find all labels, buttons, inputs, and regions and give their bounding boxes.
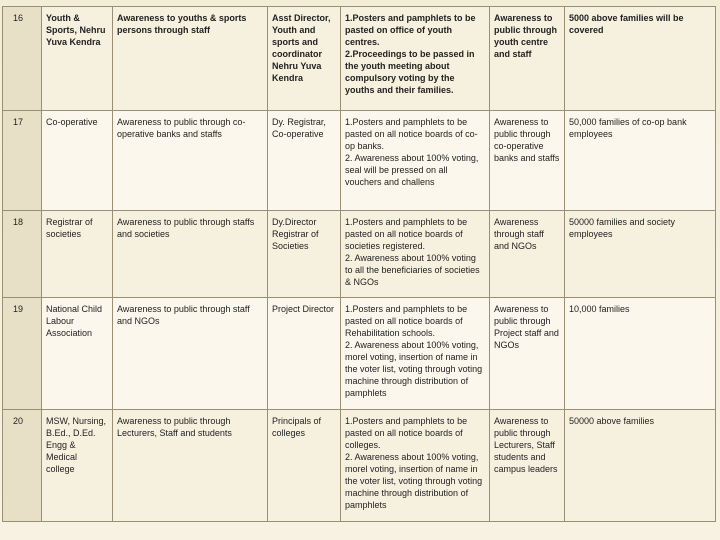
activity-cell: Awareness to public through staff and NGOs [113, 298, 268, 410]
coverage-cell: 50000 families and society employees [565, 211, 716, 298]
activity-cell: Awareness to public through staffs and societies [113, 211, 268, 298]
table-row [3, 298, 716, 410]
department-cell: Registrar of societies [42, 211, 113, 298]
row-number: 17 [3, 111, 42, 211]
department-cell: Youth & Sports, Nehru Yuva Kendra [42, 7, 113, 111]
activity-cell: Awareness to youths & sports persons through staff [113, 7, 268, 111]
method-cell: 1.Posters and pamphlets to be pasted on all notice boards of Rehabilitation schools. 2. Awareness about 100% voting, morel voting, insertion of name in the voter list, voting through voting machine through distribution of pamphlets [341, 298, 490, 410]
method-cell: 1.Posters and pamphlets to be pasted on all notice boards of colleges. 2. Awareness about 100% voting, morel voting, insertion of name in the voter list, voting through voting machine through distribution of pamphlets [341, 410, 490, 522]
target-cell: Awareness to public through Lecturers, Staff students and campus leaders [490, 410, 565, 522]
department-cell: MSW, Nursing, B.Ed., D.Ed. Engg & Medical college [42, 410, 113, 522]
table-row [3, 410, 716, 522]
coverage-cell: 10,000 families [565, 298, 716, 410]
activity-table [2, 6, 716, 522]
row-number: 16 [3, 7, 42, 111]
department-cell: Co-operative [42, 111, 113, 211]
coverage-cell: 50,000 families of co-op bank employees [565, 111, 716, 211]
table-row [3, 111, 716, 211]
officer-cell: Project Director [268, 298, 341, 410]
activity-cell: Awareness to public through co-operative banks and staffs [113, 111, 268, 211]
officer-cell: Dy. Registrar, Co-operative [268, 111, 341, 211]
department-cell: National Child Labour Association [42, 298, 113, 410]
method-cell: 1.Posters and pamphlets to be pasted on office of youth centres. 2.Proceedings to be passed in the youth meeting about compulsory voting by the youths and their families. [341, 7, 490, 111]
coverage-cell: 50000 above families [565, 410, 716, 522]
target-cell: Awareness through staff and NGOs [490, 211, 565, 298]
table-row [3, 211, 716, 298]
activity-cell: Awareness to public through Lecturers, Staff and students [113, 410, 268, 522]
row-number: 19 [3, 298, 42, 410]
method-cell: 1.Posters and pamphlets to be pasted on all notice boards of co-op banks. 2. Awareness about 100% voting, seal will be pressed on all vouchers and challens [341, 111, 490, 211]
target-cell: Awareness to public through Project staff and NGOs [490, 298, 565, 410]
target-cell: Awareness to public through co-operative banks and staffs [490, 111, 565, 211]
row-number: 20 [3, 410, 42, 522]
table-row [3, 7, 716, 111]
method-cell: 1.Posters and pamphlets to be pasted on all notice boards of societies registered. 2. Awareness about 100% voting to all the beneficiaries of societies & NGOs [341, 211, 490, 298]
officer-cell: Asst Director, Youth and sports and coordinator Nehru Yuva Kendra [268, 7, 341, 111]
officer-cell: Principals of colleges [268, 410, 341, 522]
target-cell: Awareness to public through youth centre and staff [490, 7, 565, 111]
officer-cell: Dy.Director Registrar of Societies [268, 211, 341, 298]
coverage-cell: 5000 above families will be covered [565, 7, 716, 111]
row-number: 18 [3, 211, 42, 298]
